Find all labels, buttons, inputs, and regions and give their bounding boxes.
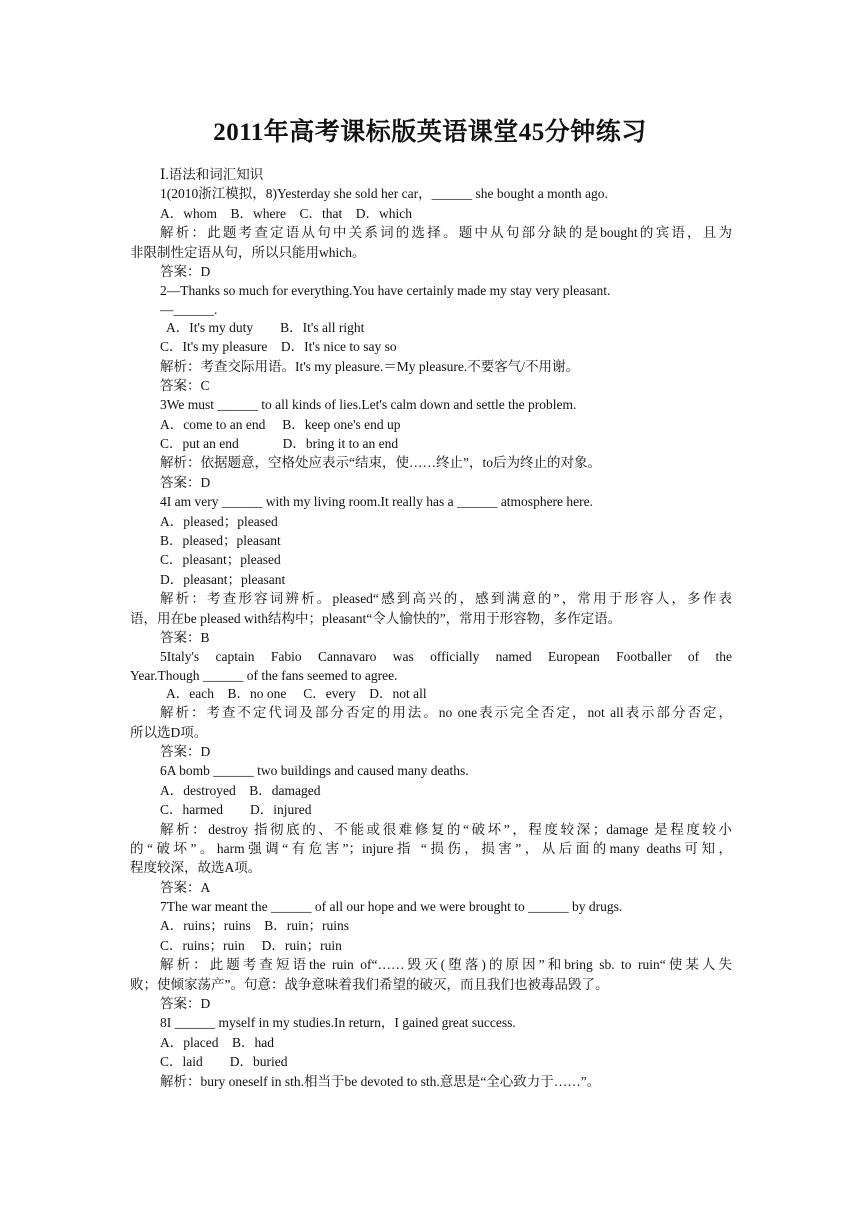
text-line: 解析：bury oneself in sth.相当于be devoted to sth.意思是“全心致力于……”。 xyxy=(160,1073,601,1089)
text-line: 解析：考查交际用语。It's my pleasure.＝My pleasure.不要客气/不用谢。 xyxy=(160,358,580,374)
text-line: 所以选D项。 xyxy=(130,724,208,740)
text-line: 答案：A xyxy=(160,879,211,895)
text-line: 解析：依据题意，空格处应表示“结束，使……终止”，to后为终止的对象。 xyxy=(160,455,601,471)
text-line: 答案：D xyxy=(160,743,211,759)
text-line: C．pleasant；pleased xyxy=(160,552,281,568)
text-line: 答案：B xyxy=(160,629,210,645)
exercise-body xyxy=(130,165,732,1091)
text-line: 解析：此题考查定语从句中关系词的选择。题中从句部分缺的是bought的宾语，且为 xyxy=(160,225,732,241)
text-line: C．harmed D．injured xyxy=(160,802,312,818)
text-line: C．put an end D．bring it to an end xyxy=(160,436,399,452)
text-line: 1(2010浙江模拟，8)Yesterday she sold her car，______ she bought a month ago. xyxy=(160,186,608,202)
page-title: 2011年高考课标版英语课堂45分钟练习 xyxy=(213,119,647,146)
text-line: A．ruins；ruins B．ruin；ruins xyxy=(160,918,349,934)
text-line: D．pleasant；pleasant xyxy=(160,571,286,587)
text-line: 答案：C xyxy=(160,377,210,393)
text-line: 8I ______ myself in my studies.In return，I gained great success. xyxy=(160,1015,516,1031)
text-line: 的“破坏”。harm强调“有危害”；injure指 “损伤，损害”，从后面的many deaths可知， xyxy=(130,840,732,856)
text-line: Ⅰ.语法和词汇知识 xyxy=(160,167,264,182)
text-line: B．pleased；pleasant xyxy=(160,533,281,549)
text-line: 2—Thanks so much for everything.You have certainly made my stay very pleasant. xyxy=(160,283,611,299)
text-line: A．placed B．had xyxy=(160,1034,274,1050)
text-line: 答案：D xyxy=(160,474,211,490)
text-line: 7The war meant the ______ of all our hope and we were brought to ______ by drugs. xyxy=(160,899,623,915)
text-line: 非限制性定语从句，所以只能用which。 xyxy=(130,244,366,260)
text-line: A．each B．no one C．every D．not all xyxy=(166,685,427,701)
text-line: A．come to an end B．keep one's end up xyxy=(160,416,401,432)
text-line: 4I am very ______ with my living room.It really has a ______ atmosphere here. xyxy=(160,494,594,510)
text-line: 败；使倾家荡产”。句意：战争意味着我们希望的破灭，而且我们也被毒品毁了。 xyxy=(130,976,609,992)
text-line: 6A bomb ______ two buildings and caused many deaths. xyxy=(160,763,469,779)
text-line: 解析：destroy 指彻底的、不能或很难修复的“破坏”，程度较深；damage 是程度较小 xyxy=(160,821,732,837)
text-line: 答案：D xyxy=(160,996,211,1012)
text-line: C．laid D．buried xyxy=(160,1054,288,1070)
text-line: A．whom B．where C．that D．which xyxy=(160,205,412,221)
text-line: 答案：D xyxy=(160,263,211,279)
text-line: 程度较深，故选A项。 xyxy=(130,860,262,876)
text-line: C．ruins；ruin D．ruin；ruin xyxy=(160,937,342,953)
text-line: 解析：考查形容词辨析。pleased“感到高兴的，感到满意的”，常用于形容人，多作表 xyxy=(160,591,732,607)
text-line: A．pleased；pleased xyxy=(160,513,278,529)
text-line: Year.Though ______ of the fans seemed to agree. xyxy=(130,667,398,683)
text-line: 语，用在be pleased with结构中；pleasant“令人愉快的”，常用于形容物，多作定语。 xyxy=(130,610,622,626)
text-line: A．It's my duty B．It's all right xyxy=(166,319,365,335)
text-line: —______. xyxy=(160,301,218,317)
text-line: A．destroyed B．damaged xyxy=(160,782,321,798)
text-line: 3We must ______ to all kinds of lies.Let's calm down and settle the problem. xyxy=(160,397,577,413)
text-line: C．It's my pleasure D．It's nice to say so xyxy=(160,339,397,355)
text-line: 解析：考查不定代词及部分否定的用法。no one表示完全否定，not all表示部分否定， xyxy=(160,705,732,721)
text-line: 5Italy's captain Fabio Cannavaro was officially named European Footballer of the xyxy=(160,649,732,665)
text-line: 解析：此题考查短语the ruin of“……毁灭(堕落)的原因”和bring sb. to ruin“使某人失 xyxy=(160,957,732,973)
